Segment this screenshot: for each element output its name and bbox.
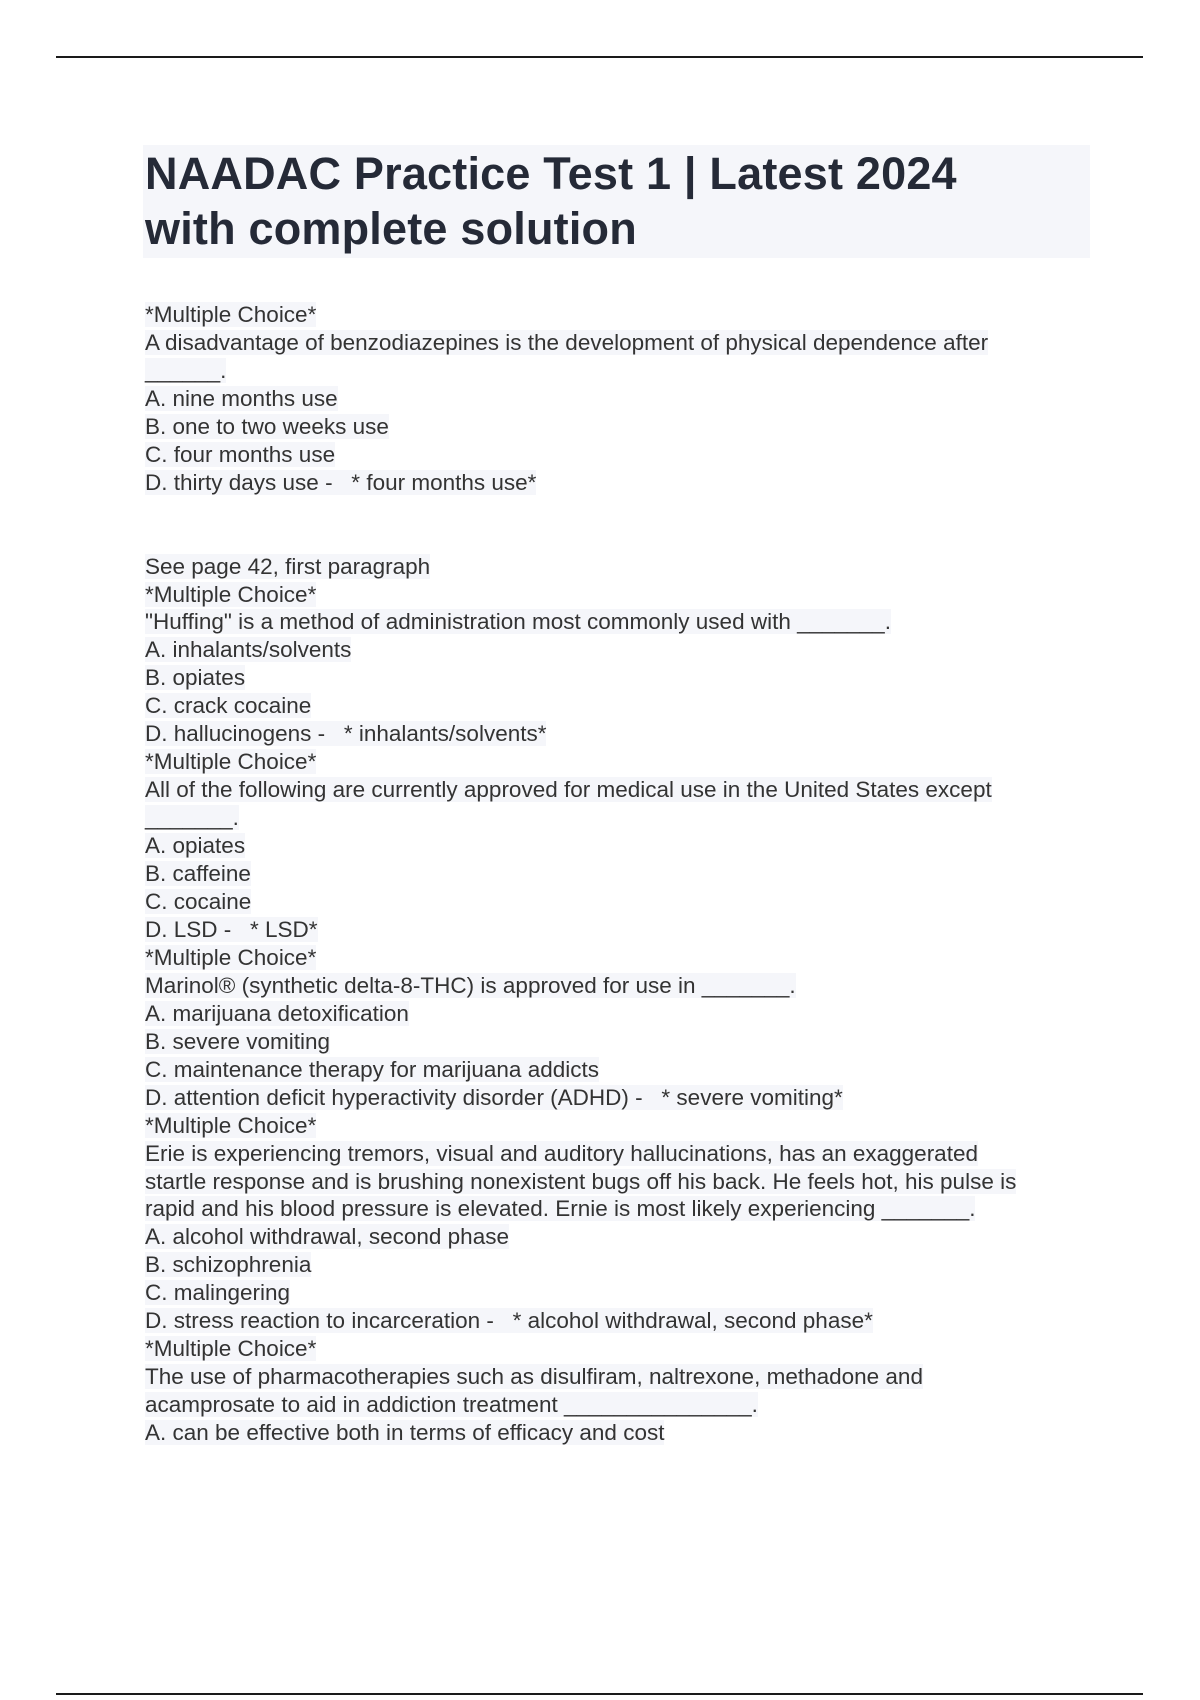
answer-option: A. nine months use	[145, 385, 338, 411]
question-stem: "Huffing" is a method of administration most commonly used with _______.	[145, 609, 891, 635]
answer-option: A. inhalants/solvents	[145, 637, 352, 663]
answer-option: B. caffeine	[145, 861, 251, 887]
title-line-2: with complete solution	[145, 203, 637, 254]
question-stem: acamprosate to aid in addiction treatment _______________.	[145, 1392, 758, 1418]
title-line-1: NAADAC Practice Test 1 | Latest 2024	[145, 148, 957, 199]
question-stem: rapid and his blood pressure is elevated. Ernie is most likely experiencing _______.	[145, 1196, 976, 1222]
answer-option-with-solution: D. thirty days use - * four months use*	[145, 469, 537, 495]
answer-option-with-solution: D. stress reaction to incarceration - * alcohol withdrawal, second phase*	[145, 1308, 873, 1334]
question-type: *Multiple Choice*	[145, 581, 317, 607]
question-stem: ______.	[145, 357, 227, 383]
answer-option: B. one to two weeks use	[145, 413, 389, 439]
answer-option-with-solution: D. hallucinogens - * inhalants/solvents*	[145, 721, 547, 747]
question-stem: startle response and is brushing nonexistent bugs off his back. He feels hot, his pulse is	[145, 1168, 1017, 1194]
question-type: *Multiple Choice*	[145, 1112, 317, 1138]
question-type: *Multiple Choice*	[145, 1336, 317, 1362]
answer-option: C. cocaine	[145, 889, 252, 914]
page-reference: See page 42, first paragraph	[145, 553, 431, 579]
question-type: *Multiple Choice*	[145, 749, 317, 775]
spacer	[145, 497, 1105, 553]
answer-option: C. crack cocaine	[145, 693, 312, 719]
answer-option: C. malingering	[145, 1280, 291, 1306]
page-title	[145, 146, 1085, 256]
bottom-rule	[56, 1693, 1143, 1695]
answer-option: B. opiates	[145, 665, 246, 691]
question-stem: The use of pharmacotherapies such as disulfiram, naltrexone, methadone and	[145, 1364, 923, 1390]
answer-option: B. schizophrenia	[145, 1252, 312, 1278]
answer-option: C. four months use	[145, 441, 336, 467]
answer-option: A. alcohol withdrawal, second phase	[145, 1224, 509, 1250]
question-stem: Marinol® (synthetic delta-8-THC) is approved for use in _______.	[145, 972, 796, 998]
question-type: *Multiple Choice*	[145, 302, 317, 327]
answer-option: A. marijuana detoxification	[145, 1000, 409, 1026]
question-type: *Multiple Choice*	[145, 944, 317, 970]
top-rule	[56, 56, 1143, 58]
answer-option: A. opiates	[145, 833, 246, 859]
answer-option: C. maintenance therapy for marijuana addicts	[145, 1056, 599, 1082]
question-stem: A disadvantage of benzodiazepines is the development of physical dependence after	[145, 329, 989, 355]
question-stem: All of the following are currently approved for medical use in the United States except	[145, 777, 992, 803]
answer-option: A. can be effective both in terms of efficacy and cost	[145, 1420, 665, 1446]
answer-option-with-solution: D. attention deficit hyperactivity disorder (ADHD) - * severe vomiting*	[145, 1084, 843, 1110]
answer-option-with-solution: D. LSD - * LSD*	[145, 916, 318, 942]
document-body	[145, 301, 1105, 1447]
question-stem: Erie is experiencing tremors, visual and auditory hallucinations, has an exaggerated	[145, 1140, 978, 1166]
question-stem: _______.	[145, 805, 239, 831]
answer-option: B. severe vomiting	[145, 1028, 331, 1054]
